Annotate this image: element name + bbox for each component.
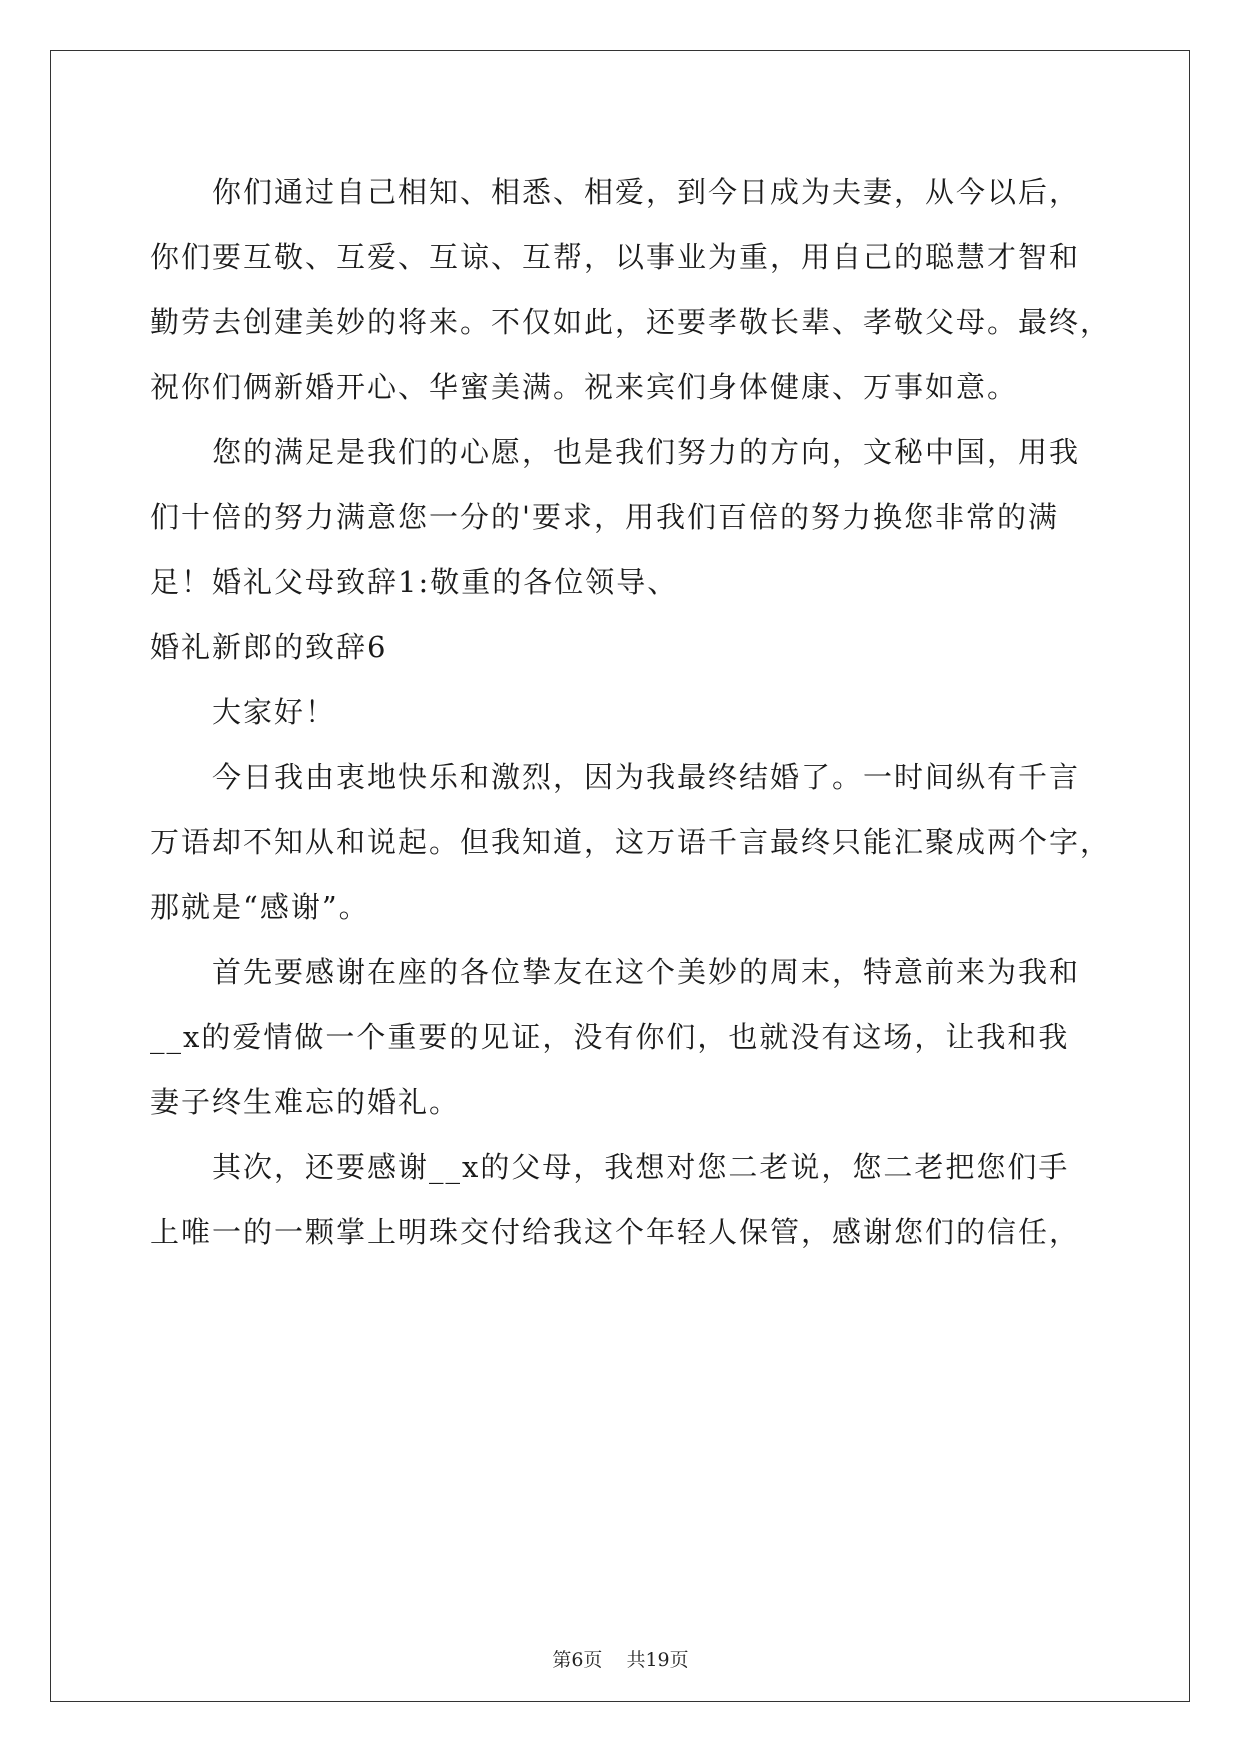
paragraph-line: 首先要感谢在座的各位挚友在这个美妙的周末，特意前来为我和 bbox=[212, 955, 1081, 989]
paragraph-line: 今日我由衷地快乐和激烈，因为我最终结婚了。一时间纵有千言 bbox=[212, 760, 1081, 794]
paragraph-line: __x的爱情做一个重要的见证，没有你们，也就没有这场，让我和我 bbox=[150, 1020, 1070, 1054]
paragraph-line: 那就是“感谢”。 bbox=[150, 890, 370, 924]
page-footer bbox=[0, 1645, 1241, 1672]
section-heading: 婚礼新郎的致辞6 bbox=[150, 630, 388, 664]
paragraph-line: 妻子终生难忘的婚礼。 bbox=[150, 1085, 461, 1119]
page-total: 共19页 bbox=[626, 1649, 689, 1671]
paragraph-line: 们十倍的努力满意您一分的'要求，用我们百倍的努力换您非常的满 bbox=[150, 500, 1059, 534]
paragraph-line: 你们通过自己相知、相悉、相爱，到今日成为夫妻，从今以后， bbox=[212, 175, 1081, 209]
page-number: 第6页 bbox=[552, 1649, 603, 1671]
paragraph-line: 勤劳去创建美妙的将来。不仅如此，还要孝敬长辈、孝敬父母。最终， bbox=[150, 305, 1112, 339]
paragraph-line: 其次，还要感谢__x的父母，我想对您二老说，您二老把您们手 bbox=[212, 1150, 1070, 1184]
paragraph-line: 祝你们俩新婚开心、华蜜美满。祝来宾们身体健康、万事如意。 bbox=[150, 370, 1019, 404]
document-body bbox=[150, 160, 1112, 1265]
greeting-line: 大家好！ bbox=[212, 695, 337, 729]
paragraph-line: 你们要互敬、互爱、互谅、互帮，以事业为重，用自己的聪慧才智和 bbox=[150, 240, 1081, 274]
paragraph-line: 您的满足是我们的心愿，也是我们努力的方向，文秘中国，用我 bbox=[212, 435, 1081, 469]
paragraph-line: 万语却不知从和说起。但我知道，这万语千言最终只能汇聚成两个字， bbox=[150, 825, 1112, 859]
paragraph-line: 上唯一的一颗掌上明珠交付给我这个年轻人保管，感谢您们的信任， bbox=[150, 1215, 1081, 1249]
paragraph-line: 足！婚礼父母致辞1:敬重的各位领导、 bbox=[150, 565, 679, 599]
